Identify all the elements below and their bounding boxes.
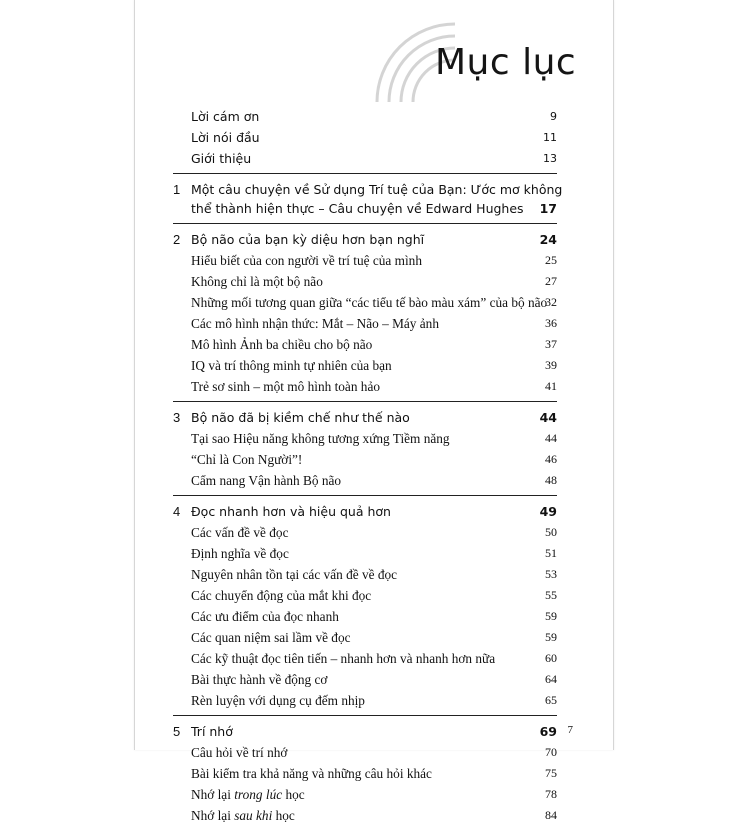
toc-entry-label: Các ưu điểm của đọc nhanh <box>191 609 339 624</box>
toc-entry-page: 70 <box>545 745 557 759</box>
divider <box>173 401 557 402</box>
page-number: 7 <box>567 724 573 736</box>
divider <box>173 495 557 496</box>
toc-entry-page: 64 <box>545 672 557 686</box>
toc-entry-page: 55 <box>545 588 557 602</box>
toc-entry <box>173 313 557 334</box>
toc-entry-page: 51 <box>545 546 557 560</box>
toc-entry-page: 60 <box>545 651 557 665</box>
divider <box>173 223 557 224</box>
chapter-number: 2 <box>173 232 181 247</box>
toc-entry-label: “Chỉ là Con Người”! <box>191 452 303 467</box>
toc-entry-label: Các mô hình nhận thức: Mắt – Não – Máy ảnh <box>191 316 439 331</box>
toc-entry <box>173 334 557 355</box>
toc-entry <box>173 648 557 669</box>
chapter-page: 17 <box>539 201 557 216</box>
toc-entry-page: 37 <box>545 337 557 351</box>
chapter-title: Bộ não đã bị kiềm chế như thế nào <box>191 410 410 425</box>
toc-entry-label: Các quan niệm sai lầm về đọc <box>191 630 351 645</box>
toc-entry <box>173 250 557 271</box>
toc-entry-page: 84 <box>545 808 557 822</box>
chapter-title: Bộ não của bạn kỳ diệu hơn bạn nghĩ <box>191 232 425 247</box>
toc-entry <box>173 271 557 292</box>
toc-entry-label: Lời nói đầu <box>191 130 260 145</box>
toc-entry-page: 41 <box>545 379 557 393</box>
toc-entry-page: 32 <box>545 295 557 309</box>
toc-entry <box>173 106 557 127</box>
toc-entry-label-prefix: Nhớ lại <box>191 787 235 802</box>
chapter-heading <box>173 407 557 428</box>
toc-entry <box>173 564 557 585</box>
toc-entry-page: 78 <box>545 787 557 801</box>
toc-entry <box>173 355 557 376</box>
chapter-page: 69 <box>539 724 557 739</box>
toc-entry <box>173 784 557 805</box>
chapter-title-line-2: thể thành hiện thực – Câu chuyện về Edward Hughes <box>191 201 524 216</box>
chapter-number: 3 <box>173 410 181 425</box>
toc-entry-page: 11 <box>543 131 557 144</box>
toc-entry-label: Các kỹ thuật đọc tiên tiến – nhanh hơn và nhanh hơn nữa <box>191 651 496 666</box>
toc-entry-label: Giới thiệu <box>191 151 252 166</box>
toc-entry <box>173 690 557 711</box>
toc-entry <box>173 627 557 648</box>
toc-entry-page: 50 <box>545 525 557 539</box>
toc-entry-label: Mô hình Ảnh ba chiều cho bộ não <box>191 337 373 352</box>
toc-entry-label <box>191 784 305 805</box>
toc-entry-label-emphasis: sau khi <box>234 808 273 823</box>
page-title: Mục lục <box>435 42 577 83</box>
chapter-number: 5 <box>173 724 181 739</box>
toc-entry-label-suffix: học <box>272 808 295 823</box>
chapter-title <box>191 180 562 218</box>
toc-entry-label: IQ và trí thông minh tự nhiên của bạn <box>191 358 392 373</box>
chapter-heading <box>173 179 563 219</box>
table-of-contents <box>173 106 563 826</box>
toc-entry-label: Cẩm nang Vận hành Bộ não <box>191 473 342 488</box>
divider <box>173 715 557 716</box>
toc-entry-label-suffix: học <box>282 787 305 802</box>
toc-entry-label: Tại sao Hiệu năng không tương xứng Tiềm năng <box>191 431 450 446</box>
toc-entry-page: 39 <box>545 358 557 372</box>
toc-entry-label: Bài thực hành về động cơ <box>191 672 328 687</box>
toc-entry-page: 44 <box>545 431 557 445</box>
chapter-page: 44 <box>539 410 557 425</box>
toc-entry-label: Hiểu biết của con người về trí tuệ của mình <box>191 253 422 268</box>
chapter-title: Trí nhớ <box>191 724 233 739</box>
toc-entry-page: 9 <box>550 110 557 123</box>
toc-entry-page: 59 <box>545 609 557 623</box>
toc-entry <box>173 148 557 169</box>
toc-entry <box>173 606 557 627</box>
toc-entry-label: Câu hỏi về trí nhớ <box>191 745 288 760</box>
toc-entry <box>173 470 557 491</box>
toc-entry-label: Lời cám ơn <box>191 109 260 124</box>
toc-entry-label: Những mối tương quan giữa “các tiểu tế bào màu xám” của bộ não <box>191 295 548 310</box>
toc-entry-label: Định nghĩa về đọc <box>191 546 289 561</box>
toc-entry-page: 65 <box>545 693 557 707</box>
chapter-page: 49 <box>539 504 557 519</box>
toc-entry <box>173 669 557 690</box>
toc-entry-page: 25 <box>545 253 557 267</box>
toc-entry-label: Rèn luyện với dụng cụ đếm nhịp <box>191 693 365 708</box>
toc-entry-page: 59 <box>545 630 557 644</box>
toc-entry <box>173 763 557 784</box>
toc-entry-label: Không chỉ là một bộ não <box>191 274 323 289</box>
toc-entry-page: 46 <box>545 452 557 466</box>
chapter-title-line-1: Một câu chuyện về Sử dụng Trí tuệ của Bạn: Ước mơ không <box>191 182 563 197</box>
toc-entry <box>173 585 557 606</box>
chapter-number: 4 <box>173 504 181 519</box>
toc-entry <box>173 292 557 313</box>
toc-entry-page: 13 <box>543 152 557 165</box>
toc-entry-label-emphasis: trong lúc <box>234 787 283 802</box>
toc-entry-label: Các vấn đề về đọc <box>191 525 289 540</box>
toc-entry <box>173 376 557 397</box>
chapter-page: 24 <box>539 232 557 247</box>
toc-entry-page: 27 <box>545 274 557 288</box>
toc-entry-label: Trẻ sơ sinh – một mô hình toàn hảo <box>191 379 381 394</box>
toc-entry-label <box>191 805 295 826</box>
chapter-heading <box>173 229 557 250</box>
toc-entry <box>173 127 557 148</box>
chapter-number: 1 <box>173 182 181 197</box>
toc-entry-label-prefix: Nhớ lại <box>191 808 235 823</box>
toc-entry-page: 36 <box>545 316 557 330</box>
divider <box>173 173 557 174</box>
toc-entry-label: Bài kiểm tra khả năng và những câu hỏi khác <box>191 766 432 781</box>
toc-entry <box>173 805 557 826</box>
chapter-title: Đọc nhanh hơn và hiệu quả hơn <box>191 504 391 519</box>
toc-entry-page: 53 <box>545 567 557 581</box>
chapter-heading <box>173 721 557 742</box>
book-page <box>134 0 614 823</box>
toc-entry <box>173 449 557 470</box>
toc-entry <box>173 522 557 543</box>
toc-entry <box>173 742 557 763</box>
chapter-heading <box>173 501 557 522</box>
toc-entry <box>173 543 557 564</box>
toc-entry-page: 75 <box>545 766 557 780</box>
toc-entry <box>173 428 557 449</box>
toc-entry-label: Các chuyển động của mắt khi đọc <box>191 588 372 603</box>
toc-entry-page: 48 <box>545 473 557 487</box>
toc-entry-label: Nguyên nhân tồn tại các vấn đề về đọc <box>191 567 398 582</box>
